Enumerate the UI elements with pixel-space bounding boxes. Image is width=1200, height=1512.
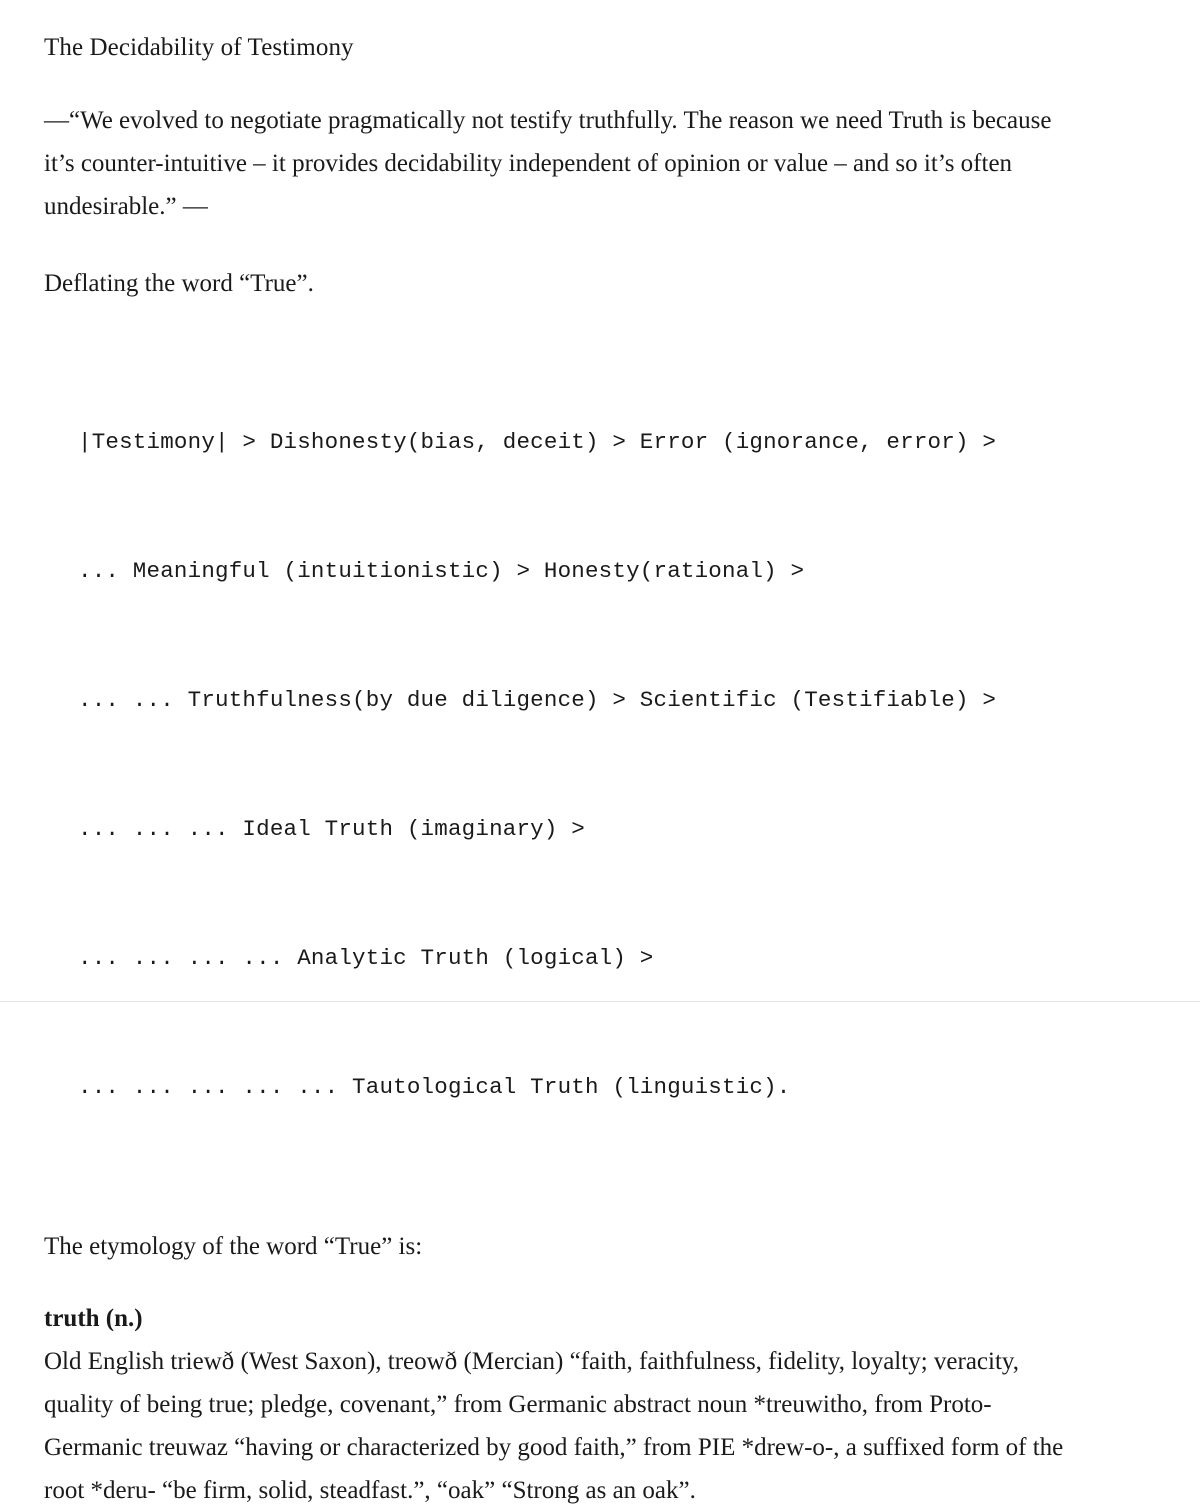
page-title: The Decidability of Testimony (44, 34, 354, 61)
entry-term: truth (n.) (44, 1304, 143, 1332)
hierarchy-line: ... ... Truthfulness(by due diligence) > Scientific (Testifiable) > (78, 686, 997, 713)
hierarchy-line: ... Meaningful (intuitionistic) > Honesty(rational) > (78, 557, 805, 584)
deflating-line: Deflating the word “True”. (44, 269, 314, 297)
entry-body: Old English triewð (West Saxon), treowð (Mercian) “faith, faithfulness, fidelity, loyalty; veracity, quality of being true; pledge, covenant,” from Germanic abstract noun *treuwitho, from Proto-Germanic treuwaz “having or characterized by good faith,” from PIE *drew-o-, a suffixed form of the root *deru- “be firm, solid, steadfast.”, “oak” “Strong as an oak”. (44, 1347, 1064, 1504)
hierarchy-line: ... ... ... ... Analytic Truth (logical) > (78, 944, 654, 971)
etymology-entry (44, 1298, 1156, 1512)
etymology-intro: The etymology of the word “True” is: (44, 1232, 423, 1260)
footer-divider (0, 1001, 1200, 1002)
hierarchy-line: ... ... ... ... ... Tautological Truth (linguistic). (78, 1073, 791, 1100)
quote-paragraph: —“We evolved to negotiate pragmatically not testify truthfully. The reason we need Truth is because it’s counter-intuitive – it provides decidability independent of opinion or value – and so it’s often undesirable.” — (44, 106, 1052, 220)
hierarchy-line: |Testimony| > Dishonesty(bias, deceit) > Error (ignorance, error) > (78, 428, 997, 455)
truth-hierarchy-block (44, 335, 1156, 1195)
hierarchy-line: ... ... ... Ideal Truth (imaginary) > (78, 815, 585, 842)
